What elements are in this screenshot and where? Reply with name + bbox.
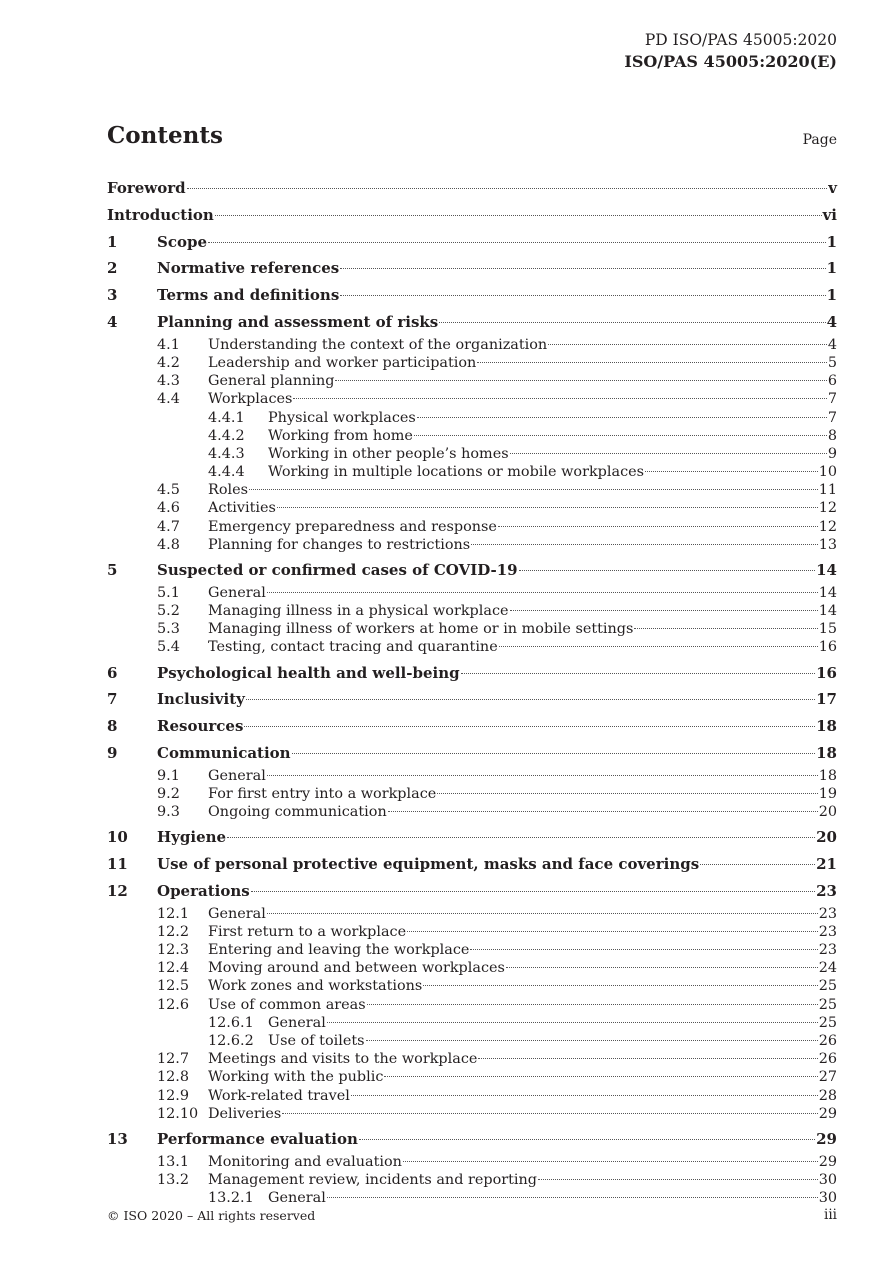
toc-entry-title: Entering and leaving the workplace <box>208 942 470 959</box>
toc-leader-dots <box>437 793 817 794</box>
toc-entry-number: 12.3 <box>157 942 190 959</box>
toc-entry-page: 18 <box>818 767 837 784</box>
toc-entry-page: 27 <box>818 1069 837 1086</box>
toc-entry-page: 29 <box>818 1105 837 1122</box>
toc-leader-dots <box>340 295 825 296</box>
toc-entry-number: 12.9 <box>157 1087 190 1104</box>
toc-entry[interactable] <box>107 584 837 602</box>
toc-leader-dots <box>407 931 818 932</box>
toc-entry-page: 8 <box>827 427 837 444</box>
toc-entry-number: 7 <box>107 690 118 709</box>
toc-entry-title: General planning <box>208 373 335 390</box>
page-column-label: Page <box>802 132 837 148</box>
toc-leader-dots <box>417 417 827 418</box>
toc-leader-dots <box>251 891 815 892</box>
toc-entry-title: Managing illness of workers at home or in mobile settings <box>208 621 634 638</box>
toc-leader-dots <box>477 362 827 363</box>
toc-entry-page: 29 <box>816 1129 837 1148</box>
toc-entry-number: 1 <box>107 232 118 251</box>
toc-leader-dots <box>293 398 826 399</box>
toc-entry-number: 4.3 <box>157 373 180 390</box>
toc-entry-title: Use of toilets <box>268 1033 365 1050</box>
toc-leader-dots <box>403 1161 818 1162</box>
toc-entry-page: 28 <box>818 1087 837 1104</box>
toc-entry-title: Testing, contact tracing and quarantine <box>208 639 498 656</box>
toc-entry[interactable] <box>107 1171 837 1189</box>
toc-leader-dots <box>246 699 815 700</box>
toc-entry-page: 23 <box>818 942 837 959</box>
toc-leader-dots <box>351 1095 818 1096</box>
toc-entry-title: General <box>268 1190 326 1207</box>
toc-entry-page: 14 <box>818 584 837 601</box>
toc-leader-dots <box>215 215 822 216</box>
toc-entry-page: 24 <box>818 960 837 977</box>
toc-entry-number: 13 <box>107 1129 128 1148</box>
toc-entry-title: Terms and definitions <box>157 286 340 305</box>
toc-entry[interactable] <box>107 620 837 638</box>
toc-entry-number: 13.2.1 <box>208 1190 254 1207</box>
toc-entry-number: 9.1 <box>157 767 180 784</box>
toc-entry-title: Monitoring and evaluation <box>208 1153 402 1170</box>
toc-entry[interactable] <box>107 1153 837 1171</box>
toc-entry-number: 12.2 <box>157 923 190 940</box>
toc-entry-number: 4.4 <box>157 391 180 408</box>
toc-entry-page: 23 <box>818 923 837 940</box>
toc-entry[interactable] <box>107 740 837 767</box>
toc-leader-dots <box>510 453 827 454</box>
toc-entry-number: 12.6.2 <box>208 1033 254 1050</box>
toc-entry-page: v <box>828 179 837 197</box>
toc-entry-page: 25 <box>818 996 837 1013</box>
toc-entry-number: 8 <box>107 717 118 736</box>
toc-entry-title: Normative references <box>157 259 340 278</box>
toc-leader-dots <box>439 322 825 323</box>
toc-entry-page: 5 <box>827 354 837 371</box>
toc-entry[interactable] <box>107 803 837 821</box>
toc-entry-title: Operations <box>157 881 250 900</box>
toc-entry[interactable] <box>107 713 837 740</box>
toc-leader-dots <box>519 570 816 571</box>
toc-entry-title: Understanding the context of the organization <box>208 336 548 353</box>
toc-leader-dots <box>538 1179 818 1180</box>
toc-entry[interactable] <box>107 923 837 941</box>
toc-leader-dots <box>249 489 818 490</box>
toc-leader-dots <box>498 526 818 527</box>
header-document-id: PD ISO/PAS 45005:2020 <box>644 31 837 49</box>
toc-entry[interactable] <box>107 309 837 336</box>
toc-entry-title: General <box>208 767 266 784</box>
toc-leader-dots <box>208 242 826 243</box>
header-document-id-english: ISO/PAS 45005:2020(E) <box>624 52 837 71</box>
toc-entry-page: 6 <box>827 373 837 390</box>
toc-entry[interactable] <box>107 996 837 1014</box>
toc-entry-page: 18 <box>816 717 837 736</box>
toc-entry-page: 26 <box>818 1051 837 1068</box>
toc-entry-title: Roles <box>208 482 249 499</box>
toc-leader-dots <box>478 1058 817 1059</box>
toc-entry-title: Work-related travel <box>208 1087 350 1104</box>
toc-entry[interactable] <box>107 660 837 687</box>
toc-entry-number: 4.8 <box>157 536 180 553</box>
toc-entry-page: 9 <box>827 445 837 462</box>
toc-entry-title: Ongoing communication <box>208 804 387 821</box>
toc-leader-dots <box>227 837 815 838</box>
toc-entry-number: 4.4.2 <box>208 427 245 444</box>
toc-entry-number: 12.10 <box>157 1105 199 1122</box>
toc-leader-dots <box>292 753 816 754</box>
toc-leader-dots <box>471 544 817 545</box>
toc-entry-page: vi <box>822 205 837 224</box>
toc-entry-page: 20 <box>816 828 837 847</box>
toc-entry-page: 14 <box>818 603 837 620</box>
toc-entry[interactable] <box>107 824 837 851</box>
toc-entry-number: 12.5 <box>157 978 190 995</box>
toc-leader-dots <box>499 646 818 647</box>
toc-entry-title: Moving around and between workplaces <box>208 960 505 977</box>
toc-entry-number: 12.6 <box>157 996 190 1013</box>
toc-entry-page: 7 <box>827 391 837 408</box>
toc-entry[interactable] <box>107 602 837 620</box>
toc-entry-number: 9.3 <box>157 804 180 821</box>
table-of-contents <box>107 175 837 1207</box>
toc-entry-number: 9 <box>107 743 118 762</box>
toc-entry[interactable] <box>107 905 837 923</box>
toc-entry-page: 29 <box>818 1153 837 1170</box>
toc-leader-dots <box>384 1076 817 1077</box>
toc-entry-page: 16 <box>816 663 837 682</box>
toc-entry-number: 11 <box>107 855 128 874</box>
toc-entry-number: 4.6 <box>157 500 180 517</box>
toc-entry-number: 13.1 <box>157 1153 190 1170</box>
toc-leader-dots <box>414 435 827 436</box>
toc-entry[interactable] <box>107 767 837 785</box>
toc-entry-title: Leadership and worker participation <box>208 354 477 371</box>
toc-entry-title: Managing illness in a physical workplace <box>208 603 509 620</box>
toc-entry-page: 30 <box>818 1190 837 1207</box>
toc-entry-number: 4.7 <box>157 518 180 535</box>
toc-entry-title: Introduction <box>107 205 214 224</box>
toc-entry-number: 10 <box>107 828 128 847</box>
toc-entry-title: Working with the public <box>208 1069 384 1086</box>
toc-entry-page: 23 <box>818 905 837 922</box>
toc-entry[interactable] <box>107 445 837 463</box>
page-title: Contents <box>107 122 223 149</box>
toc-entry[interactable] <box>107 336 837 354</box>
toc-entry[interactable] <box>107 785 837 803</box>
toc-entry[interactable] <box>107 463 837 481</box>
toc-entry[interactable] <box>107 1014 837 1032</box>
toc-entry[interactable] <box>107 175 837 202</box>
toc-entry[interactable] <box>107 409 837 427</box>
toc-leader-dots <box>277 507 818 508</box>
toc-entry[interactable] <box>107 1126 837 1153</box>
toc-entry-number: 12.1 <box>157 905 190 922</box>
toc-entry-title: Suspected or confirmed cases of COVID-19 <box>157 561 518 580</box>
toc-leader-dots <box>506 967 818 968</box>
toc-entry[interactable] <box>107 1189 837 1207</box>
toc-entry[interactable] <box>107 1050 837 1068</box>
toc-entry-page: 23 <box>816 881 837 900</box>
toc-entry-page: 17 <box>816 690 837 709</box>
toc-entry-number: 5.2 <box>157 603 180 620</box>
toc-leader-dots <box>335 380 826 381</box>
toc-leader-dots <box>367 1004 818 1005</box>
toc-entry-title: Performance evaluation <box>157 1129 358 1148</box>
toc-leader-dots <box>187 188 828 189</box>
toc-entry[interactable] <box>107 372 837 390</box>
toc-entry-page: 1 <box>826 232 837 251</box>
toc-entry[interactable] <box>107 1032 837 1050</box>
toc-entry-page: 13 <box>818 536 837 553</box>
toc-leader-dots <box>282 1113 817 1114</box>
toc-entry[interactable] <box>107 1105 837 1123</box>
toc-entry-page: 18 <box>816 743 837 762</box>
toc-entry-number: 4.5 <box>157 482 180 499</box>
toc-entry-title: Meetings and visits to the workplace <box>208 1051 478 1068</box>
toc-entry-title: Work zones and workstations <box>208 978 423 995</box>
toc-entry[interactable] <box>107 229 837 256</box>
toc-entry-title: Activities <box>208 500 276 517</box>
toc-entry[interactable] <box>107 941 837 959</box>
toc-entry-title: General <box>208 905 266 922</box>
toc-entry-title: For first entry into a workplace <box>208 785 437 802</box>
toc-entry-number: 4.4.3 <box>208 445 245 462</box>
toc-entry[interactable] <box>107 1087 837 1105</box>
toc-entry-page: 21 <box>816 855 837 874</box>
toc-entry-title: Use of common areas <box>208 996 366 1013</box>
toc-entry-number: 3 <box>107 286 118 305</box>
toc-entry[interactable] <box>107 536 837 554</box>
toc-entry-number: 6 <box>107 663 118 682</box>
footer-page-number: iii <box>824 1207 837 1223</box>
toc-leader-dots <box>423 985 817 986</box>
toc-entry-page: 12 <box>818 500 837 517</box>
toc-entry-number: 5.4 <box>157 639 180 656</box>
toc-entry-number: 12.7 <box>157 1051 190 1068</box>
toc-entry-title: First return to a workplace <box>208 923 407 940</box>
toc-entry-page: 19 <box>818 785 837 802</box>
toc-entry[interactable] <box>107 878 837 905</box>
toc-entry[interactable] <box>107 255 837 282</box>
toc-entry[interactable] <box>107 354 837 372</box>
toc-entry-page: 12 <box>818 518 837 535</box>
toc-leader-dots <box>366 1040 818 1041</box>
toc-leader-dots <box>327 1197 818 1198</box>
toc-entry[interactable] <box>107 390 837 408</box>
toc-entry-title: Scope <box>157 232 208 251</box>
toc-entry-title: Working from home <box>268 427 413 444</box>
toc-entry-number: 4.1 <box>157 336 180 353</box>
toc-entry-title: Use of personal protective equipment, masks and face coverings <box>157 855 700 874</box>
toc-entry[interactable] <box>107 638 837 656</box>
toc-entry-number: 9.2 <box>157 785 180 802</box>
toc-entry[interactable] <box>107 518 837 536</box>
toc-leader-dots <box>461 673 816 674</box>
toc-leader-dots <box>634 628 817 629</box>
toc-entry[interactable] <box>107 977 837 995</box>
toc-entry[interactable] <box>107 499 837 517</box>
toc-leader-dots <box>327 1022 818 1023</box>
toc-entry-page: 10 <box>818 464 837 481</box>
toc-entry-title: Communication <box>157 743 291 762</box>
toc-entry[interactable] <box>107 686 837 713</box>
toc-entry-page: 7 <box>827 409 837 426</box>
toc-entry-title: Planning and assessment of risks <box>157 312 439 331</box>
toc-entry-title: Working in multiple locations or mobile workplaces <box>268 464 645 481</box>
toc-entry-title: Inclusivity <box>157 690 245 709</box>
toc-entry-number: 12.4 <box>157 960 190 977</box>
toc-entry-number: 13.2 <box>157 1171 190 1188</box>
toc-entry-number: 4.2 <box>157 354 180 371</box>
toc-entry-number: 12 <box>107 881 128 900</box>
toc-entry-title: Working in other people’s homes <box>268 445 509 462</box>
toc-entry[interactable] <box>107 282 837 309</box>
toc-leader-dots <box>340 268 825 269</box>
toc-entry-page: 1 <box>826 259 837 278</box>
toc-entry[interactable] <box>107 202 837 229</box>
toc-entry-number: 5 <box>107 561 118 580</box>
toc-entry-page: 26 <box>818 1033 837 1050</box>
toc-entry-title: Management review, incidents and reporting <box>208 1171 538 1188</box>
toc-entry-number: 4.4.4 <box>208 464 245 481</box>
toc-entry-page: 16 <box>818 639 837 656</box>
toc-entry-page: 4 <box>827 336 837 353</box>
toc-entry-page: 14 <box>816 561 837 580</box>
footer-copyright: © ISO 2020 – All rights reserved <box>107 1208 316 1223</box>
toc-entry-page: 4 <box>826 312 837 331</box>
toc-entry[interactable] <box>107 959 837 977</box>
toc-leader-dots <box>244 726 815 727</box>
toc-entry-title: Psychological health and well-being <box>157 663 460 682</box>
toc-entry[interactable] <box>107 1068 837 1086</box>
toc-entry-title: Emergency preparedness and response <box>208 518 497 535</box>
toc-entry-page: 11 <box>818 482 837 499</box>
toc-leader-dots <box>267 913 818 914</box>
toc-entry-number: 12.8 <box>157 1069 190 1086</box>
toc-entry-title: Physical workplaces <box>268 409 416 426</box>
toc-leader-dots <box>470 949 817 950</box>
toc-leader-dots <box>548 344 827 345</box>
toc-entry-page: 30 <box>818 1171 837 1188</box>
toc-entry-page: 25 <box>818 978 837 995</box>
toc-entry-number: 4.4.1 <box>208 409 245 426</box>
toc-entry-title: Deliveries <box>208 1105 282 1122</box>
toc-entry[interactable] <box>107 851 837 878</box>
toc-entry-page: 1 <box>826 286 837 305</box>
toc-leader-dots <box>645 471 818 472</box>
toc-entry[interactable] <box>107 481 837 499</box>
toc-entry-number: 4 <box>107 312 118 331</box>
toc-entry-page: 15 <box>818 621 837 638</box>
toc-leader-dots <box>510 610 818 611</box>
toc-entry-number: 2 <box>107 259 118 278</box>
toc-entry-page: 25 <box>818 1014 837 1031</box>
toc-entry-title: General <box>268 1014 326 1031</box>
toc-entry-number: 12.6.1 <box>208 1014 254 1031</box>
toc-entry[interactable] <box>107 427 837 445</box>
toc-entry-title: Resources <box>157 717 244 736</box>
toc-entry-title: Workplaces <box>208 391 293 408</box>
toc-entry-title: Foreword <box>107 179 186 197</box>
toc-entry-number: 5.3 <box>157 621 180 638</box>
toc-entry-number: 5.1 <box>157 584 180 601</box>
toc-leader-dots <box>700 864 815 865</box>
toc-entry-title: Planning for changes to restrictions <box>208 536 471 553</box>
toc-entry-page: 20 <box>818 804 837 821</box>
toc-entry[interactable] <box>107 557 837 584</box>
toc-leader-dots <box>388 811 818 812</box>
toc-entry-title: General <box>208 584 266 601</box>
toc-entry-title: Hygiene <box>157 828 227 847</box>
toc-leader-dots <box>359 1139 815 1140</box>
toc-leader-dots <box>267 592 818 593</box>
toc-leader-dots <box>267 775 818 776</box>
